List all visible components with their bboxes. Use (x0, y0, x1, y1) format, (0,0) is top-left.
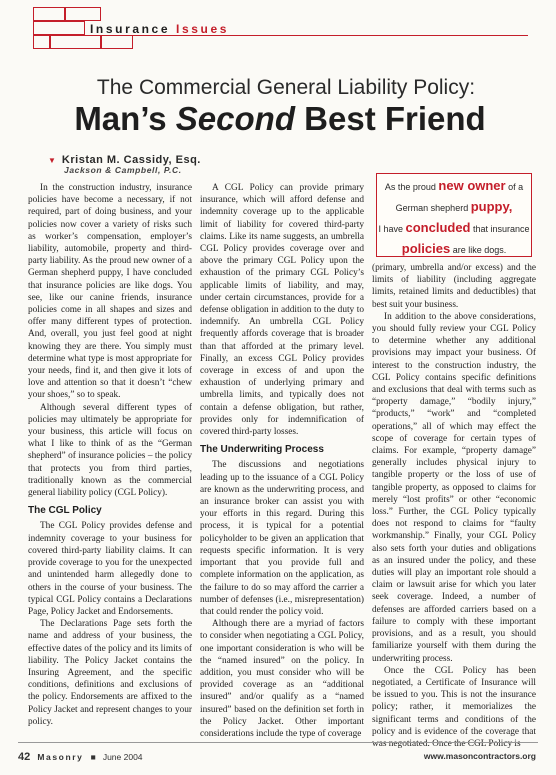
pull-quote-line: policies are like dogs. (401, 241, 507, 256)
header-decoration-box (33, 7, 65, 21)
header-decoration-box (50, 35, 101, 49)
paragraph: In the construction industry, insurance policies have become a necessary, if not required, part of doing business, and your policies now cover a variety of risks such as worker’s compensation, employer’s liability, automobile, property and third-party liability. As the proud new owner of a German shepherd puppy, I have concluded that insurance policies are like dogs. You see, like our canine friends, insurance policies come in all shapes and sizes and offer many different types of protection. And, overall, you just feel good at night knowing they are there. You simply must determine what type is most appropriate for your needs, find it, and then give it lots of love and attention so that it doesn’t “chew your shoes,” so to speak. (28, 183, 192, 401)
pull-quote (376, 173, 532, 257)
footer-separator-icon: ■ (90, 752, 96, 762)
kicker-issues: Issues (176, 22, 229, 36)
section-heading: The CGL Policy (28, 505, 102, 517)
pull-quote-line: German shepherd puppy, (395, 199, 513, 214)
article-column-2 (200, 182, 364, 740)
header-decoration-box (101, 35, 133, 49)
author-name: Kristan M. Cassidy, Esq. (61, 154, 201, 166)
paragraph: The discussions and negotiations leading up to the issuance of a CGL Policy are known as the underwriting process, and an insurance broker can assist you with your efforts in this regard. During this process, it is typical for a potential policyholder to be given an application that requests specific information. It is very important that you provide full and complete information on the application, as the failure to do so may afford the carrier a number of defenses (i.e., misrepresentation) that could render the policy void. (200, 460, 364, 617)
kicker-insurance: Insurance (90, 22, 171, 36)
byline-bullet-icon: ▼ (48, 156, 56, 165)
footer-left (18, 751, 143, 763)
magazine-name: Masonry (37, 752, 84, 762)
header-decoration-box (33, 35, 50, 49)
article-column-3 (372, 262, 536, 750)
pull-quote-line: As the proud new owner of a (384, 178, 524, 193)
article-column-1 (28, 182, 192, 728)
paragraph: (primary, umbrella and/or excess) and the limits of liability (including aggregate limits, retained limits and deductibles) that best suit your business. (372, 263, 536, 310)
paragraph: The CGL Policy provides defense and indemnity coverage to your business for covered third-party liability claims. It can provide coverage to you for the unexpected and unintended harm allegedly done to others in the course of your business. The typical CGL Policy contains a Declarations Page, Policy Jacket and Endorsements. (28, 521, 192, 617)
section-kicker (90, 22, 229, 36)
footer-url[interactable]: www.masoncontractors.org (423, 751, 536, 761)
byline (48, 150, 201, 175)
paragraph: The Declarations Page sets forth the name and address of your business, the effective dates of the policy and its limits of liability. The Policy Jacket contains the Insuring Agreement, and the specific conditions, definitions and exclusions of the policy. Endorsements are affixed to the Policy Jacket and represent changes to your policy. (28, 619, 192, 727)
paragraph: Once the CGL Policy has been negotiated, a Certificate of Insurance will be issued to you. This is not the insurance policy; rather, it memorializes the significant terms and conditions of the policy and is evidence of the coverage that was negotiated. Once the CGL Policy is (372, 665, 536, 749)
section-heading: The Underwriting Process (200, 444, 324, 456)
paragraph: Although several different types of policies may ultimately be appropriate for your business, this article will focus on what I like to think of as the “German shepherd” of insurance policies – the policy that protects you from third parties, traditionally known as the commercial general liability policy (CGL Policy). (28, 402, 192, 499)
author-firm: Jackson & Campbell, P.C. (64, 165, 182, 175)
header-decoration-box (65, 7, 101, 21)
issue-date: June 2004 (102, 752, 143, 762)
paragraph: A CGL Policy can provide primary insurance, which will afford defense and indemnity coverage up to the applicable limit of liability for covered third-party claims. Like its name suggests, an umbrella CGL Policy provides coverage over and above the primary CGL Policy upon the exhaustion of the primary CGL Policy’s applicable limits of liability, and may, under certain circumstances, provide for a defense obligation in addition to the duty to indemnify. An umbrella CGL Policy frequently affords coverage that is broader than that afforded at the primary level. Finally, an excess CGL Policy provides coverage in excess of and upon the exhaustion of underlying primary and umbrella limits, and typically does not contain a defense obligation, but rather, provides only for indemnification of covered third-party losses. (200, 183, 364, 438)
paragraph: Although there are a myriad of factors to consider when negotiating a CGL Policy, one important consideration is who will be the “named insured” on the policy. In addition, you must consider who will be provided coverage as an “additional insured” and/or qualify as a “named insured” based on the definition set forth in the Policy Jacket. Other important considerations include the type of coverage (200, 619, 364, 739)
header-decoration-box (33, 21, 85, 35)
article-title: Man’s Second Best Friend (74, 100, 486, 137)
paragraph: In addition to the above considerations, you should fully review your CGL Policy to determine whether any additional provisions may impact your business. Of interest to the construction industry, the CGL Policy contains specific definitions and exclusions that deal with terms such as “property damage,” “bodily injury,” “products,” “work” and “completed operations,” all of which may effect the scope of coverage for certain types of claims. For example, “property damage” generally includes physical injury to tangible property or the loss of use of tangible property, as opposed to claims for merely “lost profits” or other “economic loss.” Further, the CGL Policy typically does not respond to claims for “faulty workmanship.” Finally, your CGL Policy also sets forth your duties and obligations as an insured under the policy, and these duties will play an important role should a claim or lawsuit arise for which you later seek coverage. Indeed, a number of defenses are afforded carriers based on a failure to comply with these important provisions, and as a result, you should familiarize yourself with them during the underwriting process. (372, 311, 536, 664)
page-number: 42 (18, 751, 31, 763)
pull-quote-line: I have concluded that insurance (378, 220, 530, 235)
article-headline: The Commercial General Liability Policy: (96, 76, 476, 99)
footer-rule (18, 742, 538, 743)
